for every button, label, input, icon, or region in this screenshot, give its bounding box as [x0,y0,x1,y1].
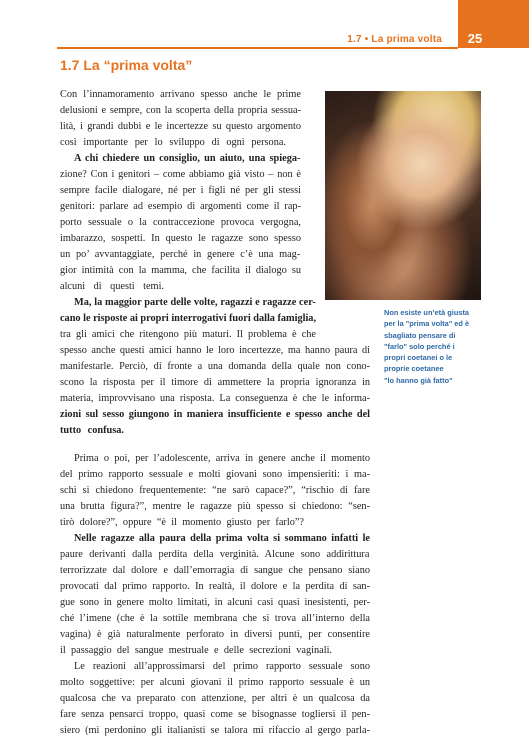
body-text-line: delusioni e sempre, con la scoperta della propria sessua- [60,105,301,116]
body-text-line: tra gli amici che ritengono più maturi. Il problema è che [60,329,316,340]
body-text-line: manifestarle. Perciò, di fronte a una domanda della quale non cono- [60,361,370,372]
caption-line: "farlo" solo perché i [384,341,455,351]
body-text-line: zione? Con i genitori – come abbiamo già visto – non è [60,169,301,180]
body-text-line: siero (mi perdonino gli italianisti se talora mi rifaccio al gergo parla- [60,725,370,736]
body-text-line: sempre facile dialogare, né per i figli né per gli stessi [60,185,301,196]
body-text-line: Le reazioni all’approssimarsi del primo rapporto sessuale sono [74,661,370,672]
running-header: 1.7 • La prima volta [347,34,442,45]
photo-caption [384,307,482,386]
body-text-line: molto soggettive: per alcuni giovani il primo rapporto sessuale è un [60,677,370,688]
body-text-line: del primo rapporto sessuale e molti giovani sono impensieriti: i ma- [60,469,370,480]
body-text-line: Ma, la maggior parte delle volte, ragazzi e ragazze cer- [74,297,316,308]
body-text-line: Prima o poi, per l’adolescente, arriva in genere anche il momento [74,453,370,464]
caption-line: "lo hanno già fatto" [384,375,453,385]
body-text-line: gue sono in genere molto limitati, in alcuni casi quasi inesistenti, per- [60,597,370,608]
body-text-line: materia, improvvisano una risposta. La conseguenza è che le informa- [60,393,370,404]
body-text-line: ché l’imene (che è la sottile membrana che si trova all’interno della [60,613,370,624]
body-text-line: scono la risposta per il timore di ammettere la propria ignoranza in [60,377,370,388]
body-text-line: tutto confusa. [60,425,124,436]
body-text-line: imbarazzo, sospetti. In questo le ragazze sono spesso [60,233,301,244]
body-text-line: zioni sul sesso giungono in maniera insufficiente e spesso anche del [60,409,370,420]
body-text-line: schi si chiedono frequentemente: “ne sarò capace?”, “rischio di fare [60,485,370,496]
caption-line: propri coetanei o le [384,353,453,363]
body-text-line: paure derivanti dalla perdita della verginità. Alcune sono addirittura [60,549,370,560]
page-number: 25 [467,31,483,46]
body-text-line: Con l’innamoramento arrivano spesso anche le prime [60,89,301,100]
body-text-line: un po’ avvantaggiate, perché in genere c’è una mag- [60,249,301,260]
body-text-line: una brutta figura?”, mentre le ragazze più spesso si chiedono: “sen- [60,501,370,512]
body-text-line: qualcosa che va preparato con attenzione, per altri è un qualcosa da [60,693,370,704]
body-text-line: tirò dolore?”, oppure “è il momento giusto per farlo”? [60,517,304,528]
section-title: 1.7 La “prima volta” [60,57,193,73]
body-text-line: vagina) è già naturalmente perforato in diversi punti, per consentire [60,629,370,640]
body-text-line: fare senza pensarci troppo, quasi come se bisognasse togliersi il pen- [60,709,370,720]
body-text-line: gior intimità con la mamma, che facilita il dialogo su [60,265,301,276]
caption-line: Non esiste un’età giusta [384,308,470,317]
body-text-line: genitori: parlare ad esempio di argomenti come il rap- [60,201,301,212]
caption-line: sbagliato pensare di [384,330,456,340]
body-text-line: così importante per lo sviluppo di ogni persona. [60,137,286,148]
caption-line: per la "prima volta" ed è [384,319,470,329]
body-text-line: cano le risposte ai propri interrogativi fuori dalla famiglia, [60,313,317,324]
caption-line: proprie coetanee [384,364,444,374]
header-rule [57,47,458,49]
couple-kissing-photo [325,91,481,300]
body-text-line: lità, i grandi dubbi e le incertezze su questo argomento [60,121,301,132]
body-text-line: Nelle ragazze alla paura della prima volta si sommano infatti le [74,533,370,544]
body-text-line: A chi chiedere un consiglio, un aiuto, una spiega- [74,153,301,164]
body-text-line: spesso anche questi amici hanno le loro incertezze, ma hanno paura di [60,345,370,356]
body-text-line: terrorizzate dal dolore e dall’emorragia di sangue che pensano siano [60,565,370,576]
body-text-line: porto sessuale o la contraccezione provoca vergogna, [60,217,301,228]
body-text-line: alcuni di questi temi. [60,281,164,292]
body-text-line: provocati dal primo rapporto. In realtà, il dolore e la perdita di san- [60,581,370,592]
body-text-line: il passaggio del sangue mestruale e delle secrezioni vaginali. [60,645,332,656]
